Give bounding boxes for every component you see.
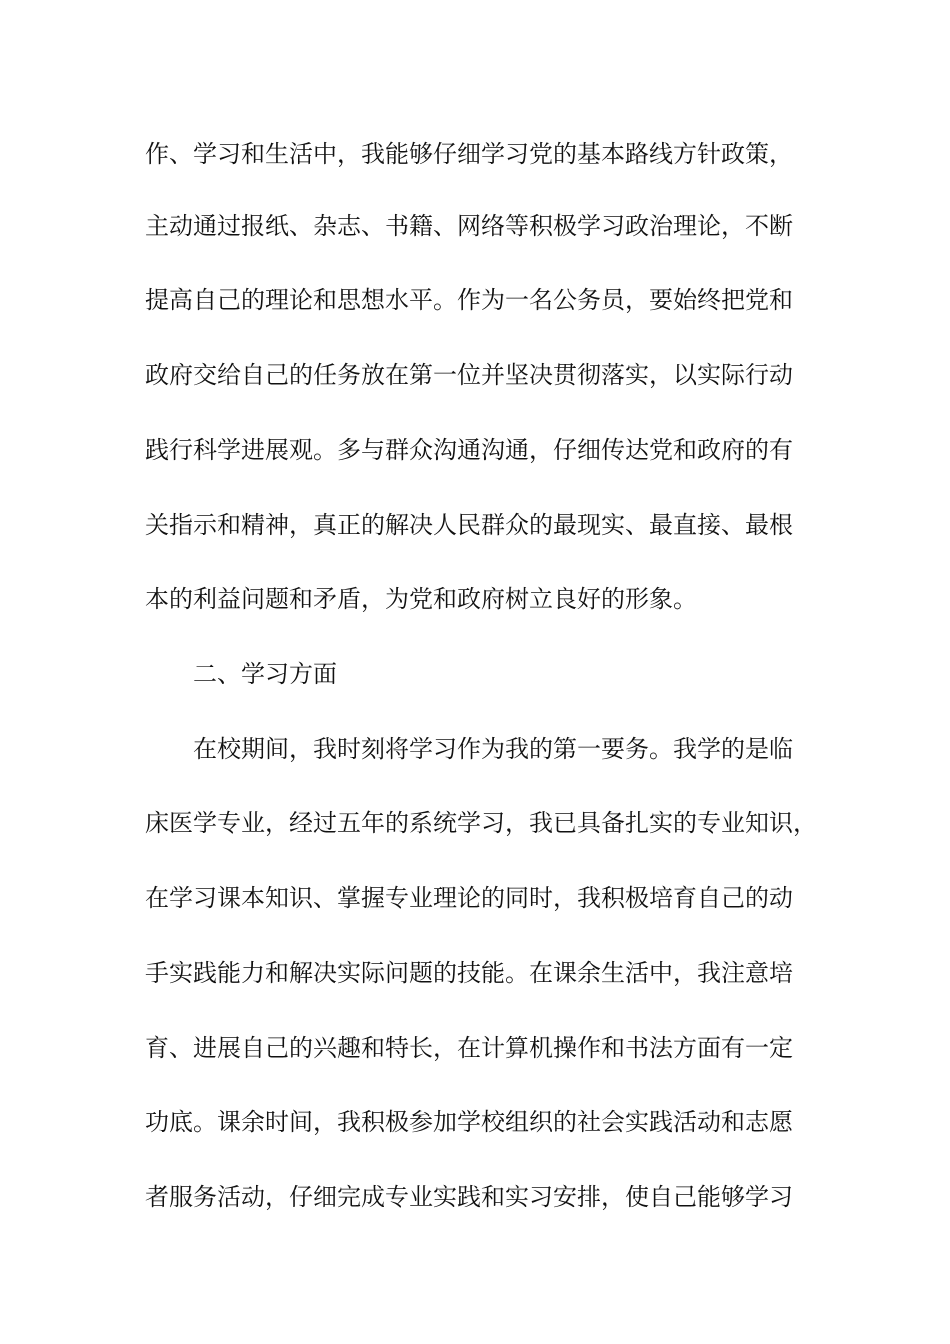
- paragraph-line: 提高自己的理论和思想水平。作为一名公务员，要始终把党和: [145, 286, 793, 314]
- paragraph-line: 践行科学进展观。多与群众沟通沟通，仔细传达党和政府的有: [145, 436, 793, 464]
- paragraph-line: 床医学专业，经过五年的系统学习，我已具备扎实的专业知识，: [145, 809, 817, 837]
- paragraph-line: 本的利益问题和矛盾，为党和政府树立良好的形象。: [145, 585, 697, 613]
- paragraph-line: 主动通过报纸、杂志、书籍、网络等积极学习政治理论，不断: [145, 212, 793, 240]
- paragraph-line: 育、进展自己的兴趣和特长，在计算机操作和书法方面有一定: [145, 1034, 793, 1062]
- paragraph-line: 在学习课本知识、掌握专业理论的同时，我积极培育自己的动: [145, 884, 793, 912]
- paragraph-line: 者服务活动，仔细完成专业实践和实习安排，使自己能够学习: [145, 1183, 793, 1211]
- paragraph-line: 关指示和精神，真正的解决人民群众的最现实、最直接、最根: [145, 511, 793, 539]
- paragraph-line: 手实践能力和解决实际问题的技能。在课余生活中，我注意培: [145, 959, 793, 987]
- paragraph-line: 作、学习和生活中，我能够仔细学习党的基本路线方针政策，: [145, 140, 793, 168]
- paragraph-line: 功底。课余时间，我积极参加学校组织的社会实践活动和志愿: [145, 1108, 793, 1136]
- paragraph-line: 政府交给自己的任务放在第一位并坚决贯彻落实，以实际行动: [145, 361, 793, 389]
- section-heading: 二、学习方面: [193, 660, 337, 688]
- paragraph-line: 在校期间，我时刻将学习作为我的第一要务。我学的是临: [193, 735, 793, 763]
